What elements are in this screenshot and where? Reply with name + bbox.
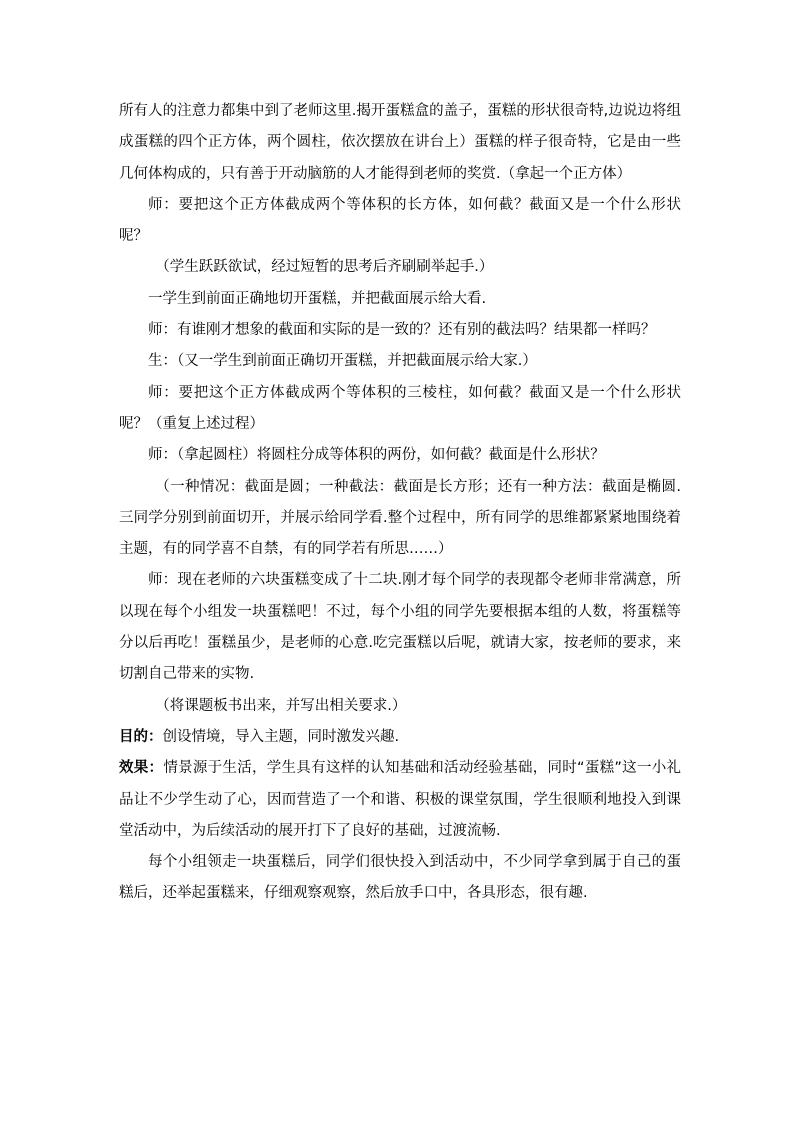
paragraph-student-cuts: 一学生到前面正确地切开蛋糕，并把截面展示给大看. — [148, 290, 487, 307]
purpose-text: 创设情境，导入主题，同时激发兴趣. — [162, 728, 400, 745]
paragraph-cylinder-cases: （一种情况：截面是圆；一种截法：截面是长方形；还有一种方法：截面是椭圆.三同学分别到前面切开，并展示给同学看.整个过程中，所有同学的思维都紧紧地围绕着主题，有的同学喜不自禁，有的同学若有所思……） — [119, 478, 681, 558]
paragraph-effect — [119, 753, 681, 847]
paragraph-students-react: （学生跃跃欲试，经过短暂的思考后齐刷刷举起手.） — [155, 259, 494, 276]
effect-text: 情景源于生活，学生具有这样的认知基础和活动经验基础，同时“蛋糕”这一小礼品让不少学生动了心，因而营造了一个和谐、积极的课堂氛围，学生很顺利地投入到课堂活动中，为后续活动的展开打下了良好的基础，过渡流畅. — [119, 760, 681, 839]
paragraph-student-response: 生：（又一学生到前面正确切开蛋糕，并把截面展示给大家.） — [148, 353, 537, 370]
paragraph-teacher-asks-consistency: 师：有谁刚才想象的截面和实际的是一致的？还有别的截法吗？结果都一样吗？ — [148, 322, 656, 339]
document-body — [119, 96, 681, 910]
effect-label: 效果： — [119, 760, 164, 777]
paragraph-teacher-twelve-pieces: 师：现在老师的六块蛋糕变成了十二块.刚才每个同学的表现都令老师非常满意，所以现在每个小组发一块蛋糕吧！不过，每个小组的同学先要根据本组的人数，将蛋糕等分以后再吃！蛋糕虽少，是老师的心意.吃完蛋糕以后呢，就请大家，按老师的要求，来切割自己带来的实物. — [119, 572, 681, 683]
paragraph-purpose — [119, 722, 681, 753]
paragraph-cake-intro: 所有人的注意力都集中到了老师这里.揭开蛋糕盒的盖子，蛋糕的形状很奇特,边说边将组成蛋糕的四个正方体，两个圆柱，依次摆放在讲台上）蛋糕的样子很奇特，它是由一些几何体构成的，只有善于开动脑筋的人才能得到老师的奖赏.（拿起一个正方体） — [119, 103, 681, 182]
paragraph-teacher-question-cylinder: 师：（拿起圆柱）将圆柱分成等体积的两份，如何截？截面是什么形状？ — [148, 447, 605, 464]
paragraph-teacher-question-prism: 师：要把这个正方体截成两个等体积的三棱柱，如何截？截面又是一个什么形状呢？（重复上述过程） — [119, 384, 681, 432]
paragraph-teacher-question-cube: 师：要把这个正方体截成两个等体积的长方体，如何截？截面又是一个什么形状呢？ — [119, 196, 681, 245]
paragraph-board-title: （将课题板书出来，并写出相关要求.） — [155, 697, 407, 714]
paragraph-groups-activity: 每个小组领走一块蛋糕后，同学们很快投入到活动中，不少同学拿到属于自己的蛋糕后，还举起蛋糕来，仔细观察观察，然后放手口中，各具形态，很有趣. — [119, 854, 681, 902]
purpose-label: 目的： — [119, 728, 163, 745]
